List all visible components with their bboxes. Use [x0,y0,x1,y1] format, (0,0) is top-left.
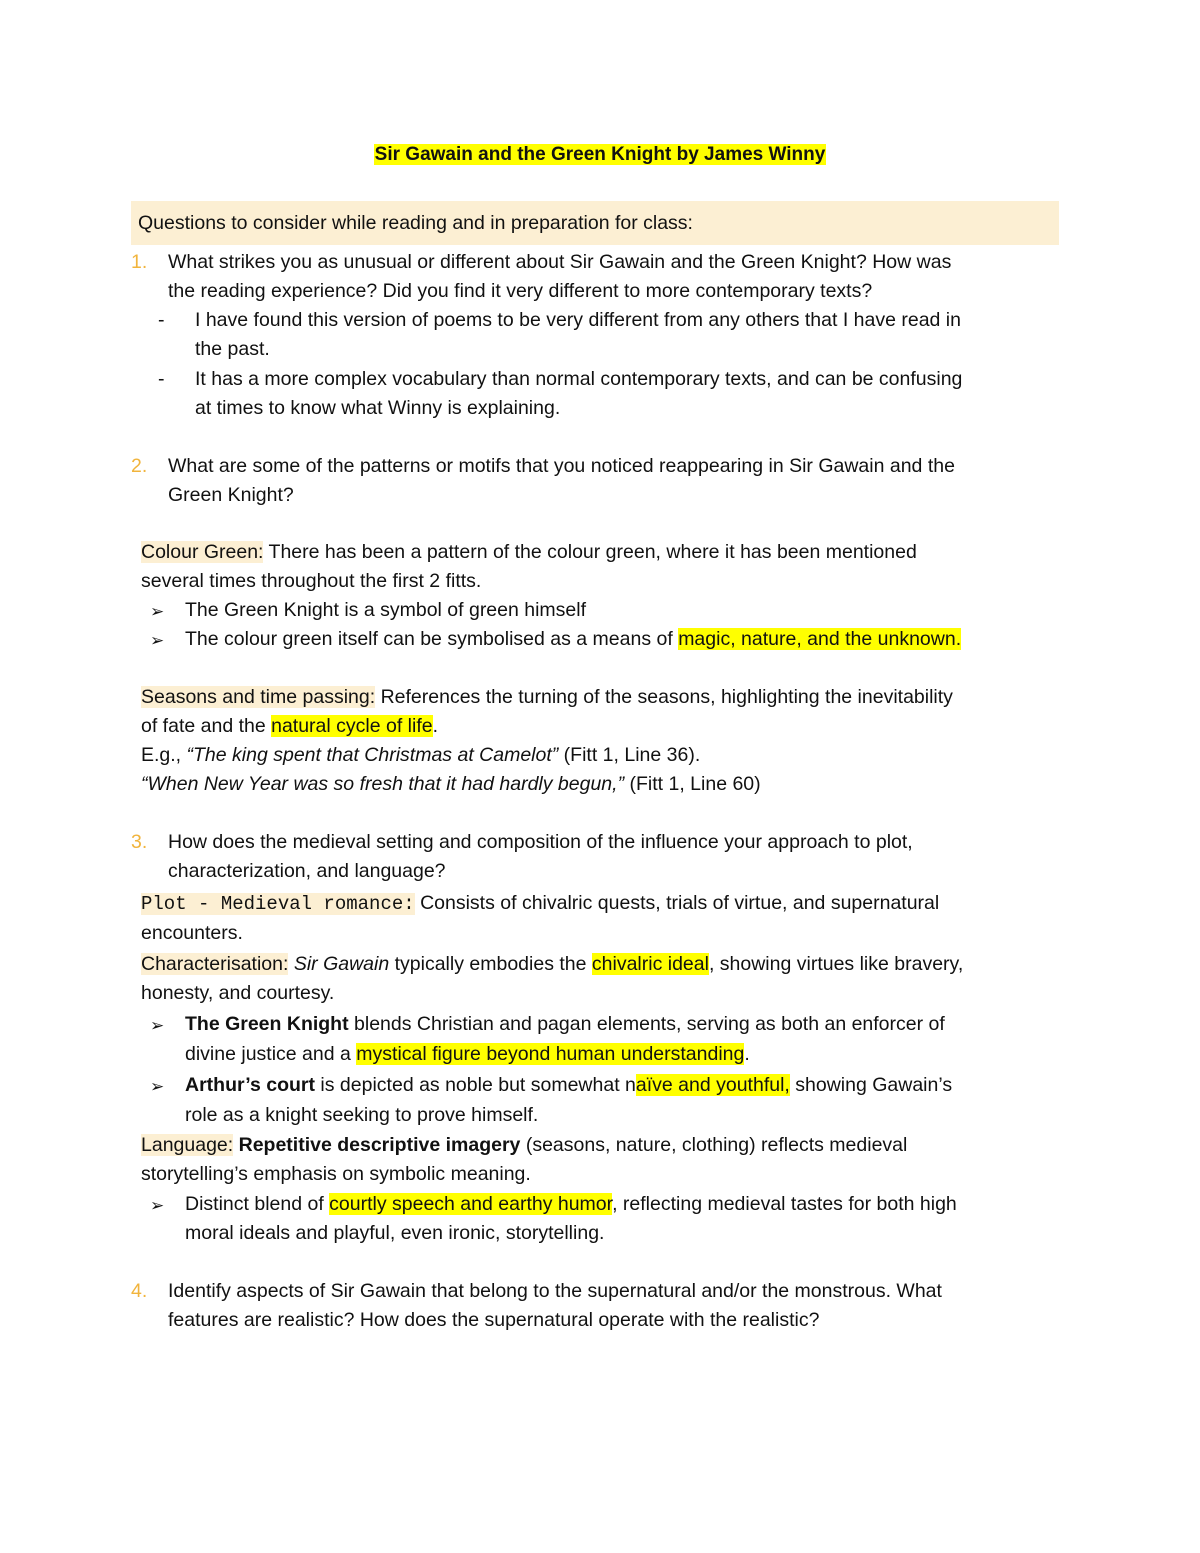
question-2-number: 2. [131,455,148,477]
characterisation-label: Characterisation: [141,953,289,975]
highlight: aïve and youthful, [635,1074,790,1096]
example-line-1: E.g., “The king spent that Christmas at Camelot” (Fitt 1, Line 36). [141,744,701,766]
arrow-bullet-icon: ➢ [150,1077,165,1096]
questions-heading: Questions to consider while reading and in preparation for class: [131,201,1059,245]
green-bullet-2: The colour green itself can be symbolised as a means of magic, nature, and the unknown. [185,628,962,650]
arrow-bullet-icon: ➢ [150,631,165,650]
question-4-line-2: features are realistic? How does the supernatural operate with the realistic? [168,1309,820,1331]
distinct-blend-line-2: moral ideals and playful, even ironic, storytelling. [185,1222,605,1244]
answer-1a-line-1: I have found this version of poems to be very different from any others that I have read in [195,309,961,331]
arrow-bullet-icon: ➢ [150,1016,165,1035]
highlight: chivalric ideal [591,953,709,975]
question-4-number: 4. [131,1280,148,1302]
green-bullet-1: The Green Knight is a symbol of green himself [185,599,587,621]
question-1-line-1: What strikes you as unusual or different about Sir Gawain and the Green Knight? How was [168,251,952,273]
bullet-dash: - [158,309,165,331]
question-3-number: 3. [131,831,148,853]
question-1-number: 1. [131,251,148,273]
green-knight-line-2: divine justice and a mystical figure beyond human understanding. [185,1043,750,1065]
question-4-line-1: Identify aspects of Sir Gawain that belong to the supernatural and/or the monstrous. What [168,1280,942,1302]
highlight: courtly speech and earthy humor [329,1193,613,1215]
plot-line-2: encounters. [141,922,243,944]
highlight: natural cycle of life [271,715,433,737]
seasons-label: Seasons and time passing: [141,686,376,708]
arthurs-court-line-2: role as a knight seeking to prove himself. [185,1104,539,1126]
colour-green-line-2: several times throughout the first 2 fitts. [141,570,482,592]
arrow-bullet-icon: ➢ [150,1196,165,1215]
question-1-line-2: the reading experience? Did you find it very different to more contemporary texts? [168,280,873,302]
example-line-2: “When New Year was so fresh that it had hardly begun,” (Fitt 1, Line 60) [141,773,761,795]
highlight: magic, nature, and the unknown. [678,628,962,650]
language-label: Language: [141,1134,234,1156]
document-title: Sir Gawain and the Green Knight by James Winny [374,144,826,165]
question-3-line-1: How does the medieval setting and composition of the influence your approach to plot, [168,831,913,853]
arrow-bullet-icon: ➢ [150,602,165,621]
characterisation-line-1: Characterisation: Sir Gawain typically embodies the chivalric ideal, showing virtues like bravery, [141,953,964,975]
plot-line-1: Plot - Medieval romance: Consists of chivalric quests, trials of virtue, and supernatural [141,892,940,915]
answer-1b-line-2: at times to know what Winny is explaining. [195,397,561,419]
highlight: mystical figure beyond human understanding [356,1043,745,1065]
question-3-line-2: characterization, and language? [168,860,446,882]
characterisation-line-2: honesty, and courtesy. [141,982,335,1004]
seasons-line-2: of fate and the natural cycle of life. [141,715,439,737]
green-knight-line-1: The Green Knight blends Christian and pagan elements, serving as both an enforcer of [185,1013,945,1035]
question-2-line-1: What are some of the patterns or motifs that you noticed reappearing in Sir Gawain and the [168,455,955,477]
plot-label: Plot - Medieval romance: [141,893,415,915]
colour-green-line-1: Colour Green: There has been a pattern of the colour green, where it has been mentioned [141,541,917,563]
language-line-2: storytelling’s emphasis on symbolic meaning. [141,1163,531,1185]
answer-1a-line-2: the past. [195,338,270,360]
answer-1b-line-1: It has a more complex vocabulary than normal contemporary texts, and can be confusing [195,368,963,390]
arthurs-court-line-1: Arthur’s court is depicted as noble but somewhat naïve and youthful, showing Gawain’s [185,1074,953,1096]
distinct-blend-line-1: Distinct blend of courtly speech and earthy humor, reflecting medieval tastes for both high [185,1193,957,1215]
seasons-line-1: Seasons and time passing: References the turning of the seasons, highlighting the inevitability [141,686,953,708]
bullet-dash: - [158,368,165,390]
language-line-1: Language: Repetitive descriptive imagery (seasons, nature, clothing) reflects medieval [141,1134,908,1156]
question-2-line-2: Green Knight? [168,484,294,506]
colour-green-label: Colour Green: [141,541,264,563]
